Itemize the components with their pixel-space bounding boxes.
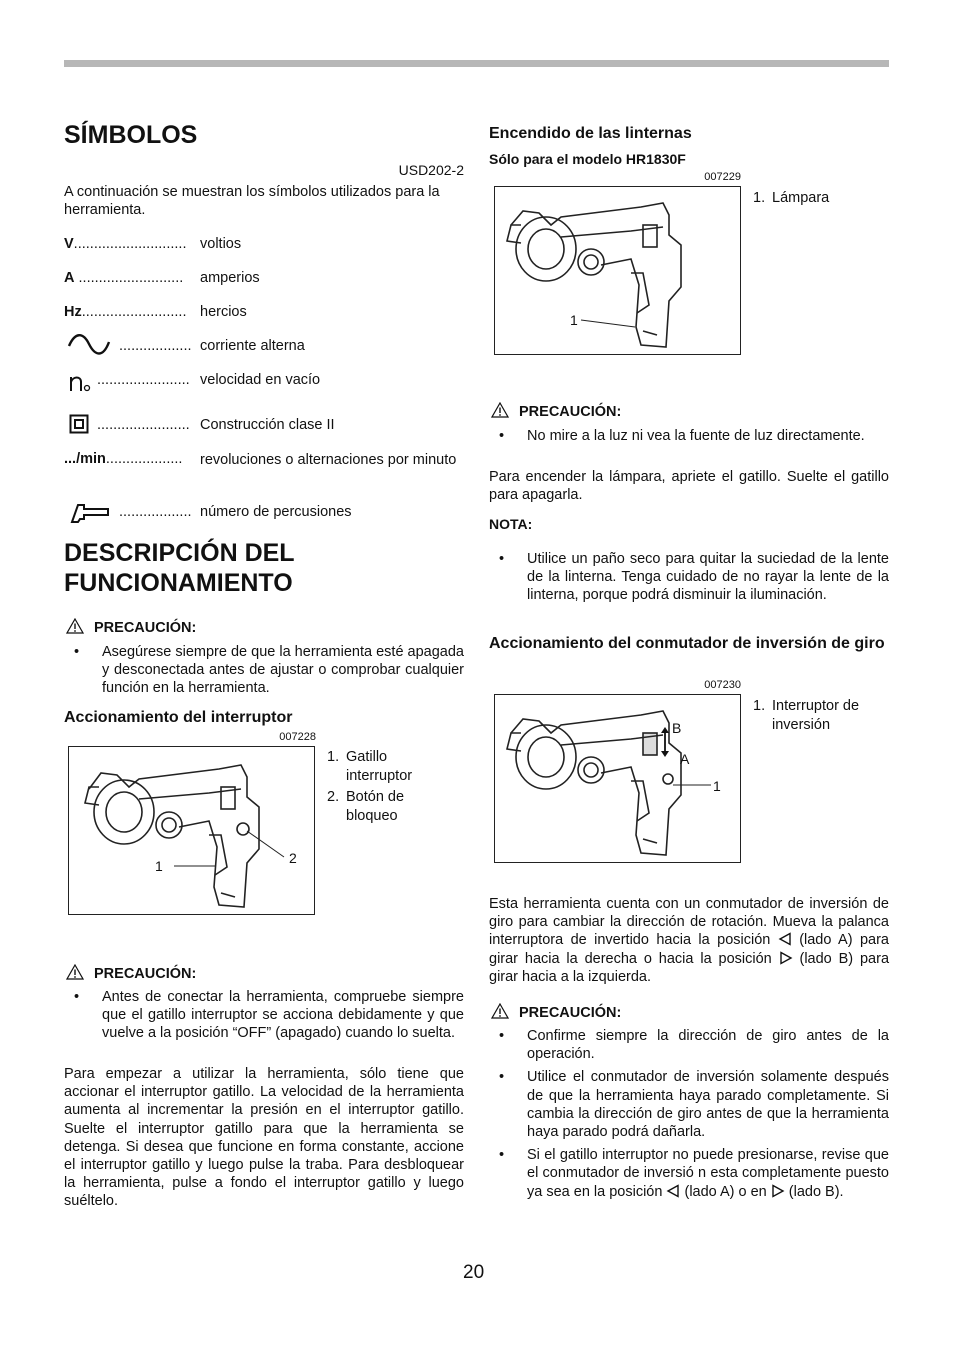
symbol-volts: V — [64, 236, 74, 252]
symbol-desc-volts: voltios — [200, 236, 242, 252]
symbols-heading: SÍMBOLOS — [64, 121, 198, 149]
caution-label-text: PRECAUCIÓN: — [519, 1005, 622, 1021]
functional-heading-line1: DESCRIPCIÓN DEL — [64, 539, 295, 567]
warning-icon — [491, 1003, 509, 1019]
caution-label — [66, 618, 196, 636]
symbol-dots: ....................... — [97, 372, 190, 388]
list-item: • Utilice el conmutador de inversión solamente después de que la herramienta haya parado completamente. Si cambia la dirección de giro antes de que la herramienta haya parado podrá dañarla. — [489, 1068, 889, 1141]
figure-reversing-switch — [494, 694, 741, 863]
symbol-row-per-min — [64, 451, 464, 467]
reversing-heading: Accionamiento del conmutador de inversión de giro — [489, 635, 885, 652]
lamp-note-list — [489, 550, 889, 610]
caution-label-text: PRECAUCIÓN: — [94, 966, 197, 982]
lamp-legend — [753, 189, 883, 208]
legend-num: 2. — [327, 789, 340, 805]
impact-rate-icon — [70, 500, 110, 524]
triangle-left-icon — [778, 932, 792, 946]
symbol-desc-per-min: revoluciones o alternaciones por minuto — [200, 452, 457, 468]
reversing-body-part2: (lado A) para girar hacia la derecha o hacia la posición — [489, 932, 889, 967]
figure-switch-action — [68, 746, 315, 915]
symbol-row-volts — [64, 236, 464, 252]
list-item: • Utilice un paño seco para quitar la suciedad de la lente de la linterna. Tenga cuidado de no rayar la lente de la linterna, porque podrá disminuir la iluminación. — [489, 550, 889, 605]
legend-text: Gatillo interruptor — [346, 749, 413, 784]
caution-item3-part2: (lado A) o en — [684, 1183, 767, 1200]
symbol-desc-amperes: amperios — [200, 270, 260, 286]
lamp-heading: Encendido de las linternas — [489, 125, 692, 142]
symbol-desc-class-ii: Construcción clase II — [200, 417, 335, 433]
class-ii-construction-icon — [69, 414, 89, 434]
legend-num: 1. — [753, 698, 766, 714]
symbol-dots: ............................ — [73, 236, 187, 252]
list-item: • Antes de conectar la herramienta, compruebe siempre que el gatillo interruptor se acciona debidamente y que vuelve a la posición “OFF” (apagado) cuando lo suelta. — [64, 988, 464, 1043]
triangle-left-icon — [666, 1184, 680, 1198]
triangle-right-icon — [771, 1184, 785, 1198]
figure-callout-1: 1 — [570, 312, 578, 328]
symbol-dots: .......................... — [74, 270, 184, 286]
lamp-caution-list — [489, 427, 889, 450]
legend-num: 1. — [327, 749, 340, 765]
caution-label-text: PRECAUCIÓN: — [519, 404, 622, 420]
warning-icon — [491, 402, 509, 418]
symbol-dots: .................. — [119, 504, 192, 520]
caution-item3-part3: (lado B). — [788, 1183, 844, 1200]
reversing-body-part1: Esta herramienta cuenta con un conmutador de inversión de giro para cambiar la dirección de rotación. Mueva la palanca interruptora de invertido hacia la posición — [489, 896, 889, 949]
symbol-dots: .......................... — [81, 304, 187, 320]
reversing-legend — [753, 697, 883, 735]
hammer-drill-illustration — [69, 747, 314, 914]
page-number: 20 — [463, 1262, 485, 1283]
legend-text: Interruptor de inversión — [772, 698, 860, 733]
figure-callout-b: B — [672, 720, 682, 736]
header-rule — [64, 60, 889, 67]
switch-heading: Accionamiento del interruptor — [64, 709, 293, 726]
figure-callout-1: 1 — [713, 778, 721, 794]
no-load-speed-icon — [68, 373, 92, 393]
functional-heading-line2: FUNCIONAMIENTO — [64, 569, 293, 597]
warning-icon — [66, 964, 84, 980]
legend-text: Lámpara — [772, 190, 830, 206]
figure-callout-1: 1 — [155, 858, 163, 874]
list-item: • Confirme siempre la dirección de giro antes de la operación. — [489, 1027, 889, 1063]
note-label: NOTA: — [489, 516, 533, 532]
hammer-drill-illustration — [495, 187, 740, 354]
lamp-body: Para encender la lámpara, apriete el gatillo. Suelte el gatillo para apagarla. — [489, 469, 889, 504]
symbols-intro: A continuación se muestran los símbolos utilizados para la herramienta. — [64, 184, 440, 219]
symbol-dots: .................. — [119, 338, 192, 354]
symbol-dots: ....................... — [97, 417, 190, 433]
switch-caution-list — [64, 988, 464, 1048]
alternating-current-icon — [67, 334, 111, 356]
symbol-hertz: Hz — [64, 304, 82, 320]
switch-legend — [327, 748, 457, 826]
hammer-drill-illustration — [495, 695, 740, 862]
symbol-desc-hertz: hercios — [200, 304, 247, 320]
figure-callout-2: 2 — [289, 850, 297, 866]
caution-label-text: PRECAUCIÓN: — [94, 620, 197, 636]
figure-callout-a: A — [680, 751, 690, 767]
reversing-body — [489, 895, 889, 986]
symbol-desc-no-load: velocidad en vacío — [200, 372, 321, 388]
figure-code: 007229 — [704, 171, 741, 183]
figure-code: 007228 — [279, 731, 316, 743]
caution-label — [66, 964, 196, 982]
symbol-per-min: .../min — [64, 451, 106, 467]
list-item: • No mire a la luz ni vea la fuente de luz directamente. — [489, 427, 889, 445]
symbol-dots: ................... — [105, 451, 183, 467]
functional-caution-list — [64, 643, 464, 703]
legend-text: Botón de bloqueo — [346, 789, 405, 824]
symbols-code: USD202-2 — [398, 162, 464, 178]
caution-item3-part1: Si el gatillo interruptor no puede presionarse, revise que el conmutador de inversió n esta completamente puesto ya sea en la posición — [527, 1147, 889, 1200]
list-item: • Asegúrese siempre de que la herramienta esté apagada y desconectada antes de ajustar o comprobar cualquier función en la herramienta. — [64, 643, 464, 698]
symbol-amperes: A — [64, 270, 75, 286]
symbol-desc-impact: número de percusiones — [200, 504, 352, 520]
warning-icon — [66, 618, 84, 634]
figure-lamp — [494, 186, 741, 355]
symbol-desc-ac: corriente alterna — [200, 338, 305, 354]
triangle-right-icon — [779, 951, 793, 965]
switch-body: Para empezar a utilizar la herramienta, sólo tiene que accionar el interruptor gatillo. La velocidad de la herramienta aumenta al incrementar la presión en el interruptor gatillo. Suelte el interruptor gatillo para que la herramienta se detenga. Si desea que funcione en forma constante, accione el interruptor gatillo y luego pulse la traba. Para desbloquear la herramienta, pulse a fondo el interruptor gatillo y luego suéltelo. — [64, 1066, 464, 1210]
caution-label — [491, 402, 621, 420]
list-item — [489, 1146, 889, 1201]
legend-num: 1. — [753, 190, 766, 206]
reversing-body-part3: (lado B) para girar hacia a la izquierda. — [489, 950, 890, 985]
caution-label — [491, 1003, 621, 1021]
functional-heading — [64, 538, 295, 598]
reversing-caution-list — [489, 1027, 889, 1206]
lamp-subheading: Sólo para el modelo HR1830F — [489, 151, 686, 167]
symbol-row-hertz — [64, 304, 464, 320]
figure-code: 007230 — [704, 679, 741, 691]
symbol-row-amperes — [64, 270, 464, 286]
